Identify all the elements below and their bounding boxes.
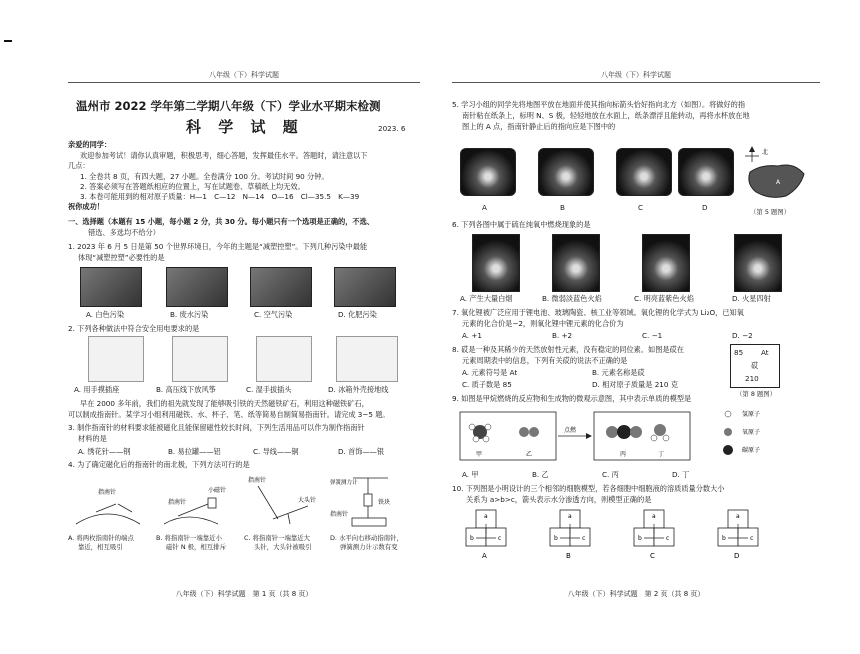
burning-photo-a bbox=[472, 234, 520, 292]
fridge-ground-sketch bbox=[336, 336, 398, 382]
child-socket-sketch bbox=[88, 336, 144, 382]
question-2: 2. 下列各种做法中符合安全用电要求的是 bbox=[68, 324, 200, 333]
exam-page-2 bbox=[452, 72, 820, 627]
q4-label: 弹簧测力计 bbox=[330, 480, 358, 486]
option-b: B. 废水污染 bbox=[170, 310, 209, 319]
element-box bbox=[730, 344, 780, 388]
question-3: 3. 制作指南针的材料要求能被磁化且能保留磁性较长时间，下列生活用品可以作为制作指南针 bbox=[68, 423, 365, 432]
option-a: A. +1 bbox=[462, 331, 482, 340]
option-a: A bbox=[482, 203, 487, 212]
cell-label-a: a bbox=[484, 513, 488, 520]
legend-hydrogen: 氢原子 bbox=[742, 411, 761, 418]
option-d: D bbox=[702, 203, 708, 212]
cell-label-c: c bbox=[498, 535, 502, 542]
option-d: D. 首饰——银 bbox=[338, 447, 385, 456]
option-b: B. 将指南针一端靠近小 bbox=[156, 534, 222, 542]
air-pollution-photo bbox=[250, 267, 312, 307]
note: 2. 答案必须写在答题纸相应的位置上，写在试题卷、草稿纸上均无效。 bbox=[80, 182, 305, 191]
question-1: 1. 2023 年 6 月 5 日是第 50 个世界环境日，今年的主题是“减塑控塑”。下列几种污染中最能 bbox=[68, 242, 368, 251]
question-10: 10. 下列图是小明设计的三个相邻的细胞模型，若各细胞中细胞液的溶质质量分数大小 bbox=[452, 484, 725, 493]
question-1-cont: 体现“减塑控塑”必要性的是 bbox=[78, 253, 165, 262]
option-d: D. 火星四射 bbox=[732, 294, 771, 303]
scan-mark bbox=[4, 40, 12, 42]
cell-label-a: a bbox=[736, 513, 740, 520]
option-b: B. 易拉罐——铝 bbox=[168, 447, 221, 456]
option-b-cont: 磁针 N 极，相互排斥 bbox=[166, 543, 226, 551]
page-header: 八年级（下）科学试题 bbox=[601, 71, 671, 79]
exam-title: 温州市 2022 学年第二学期八年级（下）学业水平期末检测 bbox=[76, 99, 381, 113]
burning-photo-d bbox=[734, 234, 782, 292]
option-c: C. 将指南针一端靠近大 bbox=[244, 534, 311, 542]
option-d-cont: 弹簧测力计示数有变 bbox=[340, 543, 398, 551]
figure-caption: （第 8 题图） bbox=[736, 390, 777, 398]
option-d: D. 丁 bbox=[672, 470, 690, 479]
north-label: 北 bbox=[762, 149, 769, 156]
cell-label-c: c bbox=[582, 535, 586, 542]
page-header: 八年级（下）科学试题 bbox=[209, 71, 279, 79]
question-7: 7. 氧化锂被广泛应用于锂电池、玻璃陶瓷、核工业等领域。氧化锂的化学式为 Li₂O，已知氧 bbox=[452, 308, 744, 317]
option-c: C. 丙 bbox=[602, 470, 619, 479]
q4-label: 指南针 bbox=[330, 511, 349, 518]
element-name: 砹 bbox=[751, 361, 759, 370]
option-b: B. 微弱淡蓝色火焰 bbox=[542, 294, 602, 303]
cell-label-c: c bbox=[750, 535, 754, 542]
option-a: A. 甲 bbox=[462, 470, 479, 479]
molecule-label: 甲 bbox=[476, 451, 483, 458]
good-luck: 祝你成功！ bbox=[68, 202, 104, 211]
q4-label: 小磁针 bbox=[208, 487, 227, 494]
legend-oxygen: 氧原子 bbox=[742, 429, 761, 436]
option-c: C. −1 bbox=[642, 331, 663, 340]
section-heading-cont: 错选、多选均不给分） bbox=[88, 228, 160, 237]
option-c: C. 质子数是 85 bbox=[462, 380, 512, 389]
cell-label-b: b bbox=[722, 535, 726, 542]
cell-label-c: c bbox=[666, 535, 670, 542]
cell-label-b: b bbox=[554, 535, 558, 542]
wet-hand-plug-sketch bbox=[256, 336, 312, 382]
cup-photo-d bbox=[678, 148, 734, 196]
burning-photo-c bbox=[642, 234, 690, 292]
intro-line: 几点： bbox=[68, 161, 90, 170]
q5-map bbox=[742, 144, 812, 204]
molecule-label: 乙 bbox=[526, 451, 533, 458]
option-d: D bbox=[734, 552, 740, 560]
passage: 早在 2000 多年前，我们的祖先就发现了能够吸引铁的天然磁铁矿石，利用这种磁铁矿石， bbox=[80, 399, 369, 408]
option-a-cont: 靠近，相互吸引 bbox=[78, 543, 123, 551]
exam-page-1 bbox=[68, 72, 420, 627]
cell-label-b: b bbox=[638, 535, 642, 542]
option-c: C bbox=[650, 552, 655, 560]
q4-label: 指南针 bbox=[168, 499, 187, 506]
option-b: B bbox=[566, 552, 571, 560]
header-rule bbox=[68, 82, 420, 83]
option-d: D. 化肥污染 bbox=[338, 310, 377, 319]
molecule-label: 丁 bbox=[658, 451, 665, 458]
fertilizer-photo bbox=[334, 267, 396, 307]
burning-photo-b bbox=[552, 234, 600, 292]
question-5-cont: 图上的 A 点，指南针静止后的指向应是下图中的 bbox=[462, 122, 616, 131]
greeting: 亲爱的同学： bbox=[68, 140, 112, 149]
atomic-mass: 210 bbox=[745, 374, 759, 383]
element-symbol: At bbox=[761, 348, 769, 357]
option-c: C. 湿手拔插头 bbox=[246, 385, 292, 394]
option-a: A. 产生大量白烟 bbox=[460, 294, 513, 303]
option-d: D. −2 bbox=[732, 331, 753, 340]
option-a: A. 白色污染 bbox=[86, 310, 125, 319]
option-a: A. 用手摸插座 bbox=[74, 385, 120, 394]
kite-powerline-sketch bbox=[172, 336, 228, 382]
question-5-cont: 南针粘在纸条上，标明 N、S 极，轻轻地放在水面上，纸条漂浮且能转动，再将水杯放在地 bbox=[462, 111, 750, 120]
white-pollution-photo bbox=[80, 267, 142, 307]
molecule-label: 丙 bbox=[620, 451, 627, 458]
cell-label-a: a bbox=[652, 513, 656, 520]
option-a: A. 绣花针——钢 bbox=[78, 447, 131, 456]
question-4: 4. 为了确定磁化后的指南针的南北极，下列方法可行的是 bbox=[68, 460, 250, 469]
cup-photo-c bbox=[616, 148, 672, 196]
option-a: A bbox=[482, 552, 487, 560]
cell-label-b: b bbox=[470, 535, 474, 542]
question-8: 8. 砹是一种及其稀少的天然放射性元素，没有稳定的同位素。如图是砹在 bbox=[452, 345, 684, 354]
option-b: B. 高压线下放风筝 bbox=[156, 385, 216, 394]
option-d: D. 冰箱外壳接地线 bbox=[328, 385, 389, 394]
question-6: 6. 下列各图中属于硫在纯氧中燃烧现象的是 bbox=[452, 220, 591, 229]
option-b: B bbox=[560, 203, 565, 212]
cell-label-a: a bbox=[568, 513, 572, 520]
exam-subtitle: 科 学 试 题 bbox=[186, 118, 304, 136]
q9-diagram bbox=[452, 406, 820, 468]
page-footer: 八年级（下）科学试题 第 1 页（共 8 页） bbox=[175, 590, 313, 598]
option-a: A. 元素符号是 At bbox=[462, 368, 518, 377]
q10-cell-models bbox=[452, 508, 820, 560]
q4-label: 铁块 bbox=[378, 499, 391, 506]
legend-carbon: 碳原子 bbox=[742, 447, 761, 454]
wastewater-photo bbox=[166, 267, 228, 307]
note: 1. 全卷共 8 页，有四大题，27 小题。全卷满分 100 分。考试时间 90 分钟。 bbox=[80, 172, 329, 181]
figure-caption: （第 5 题图） bbox=[750, 208, 791, 216]
passage: 可以制成指南针。某学习小组利用磁铁、水、杯子、笔、纸等简易自制简易指南针。请完成 3~5 题。 bbox=[68, 410, 390, 419]
atomic-number: 85 bbox=[734, 348, 744, 357]
cup-photo-a bbox=[460, 148, 516, 196]
option-c: C bbox=[638, 203, 644, 212]
intro-line: 欢迎参加考试！请你认真审题，积极思考，细心答题，发挥最佳水平。答题时，请注意以下 bbox=[80, 151, 368, 160]
option-b: B. +2 bbox=[552, 331, 573, 340]
header-rule bbox=[452, 82, 820, 83]
q4-diagrams bbox=[68, 474, 420, 532]
exam-date: 2023. 6 bbox=[378, 124, 406, 133]
reaction-condition: 点燃 bbox=[564, 427, 577, 434]
note: 3. 本卷可能用到的相对原子质量：H—1 C—12 N—14 O—16 Cl—35.5 K—39 bbox=[80, 192, 360, 201]
question-3-cont: 材料的是 bbox=[78, 434, 107, 443]
q4-label: 大头针 bbox=[298, 497, 317, 504]
option-c: C. 空气污染 bbox=[254, 310, 293, 319]
point-a-label: A bbox=[776, 179, 781, 186]
option-c: C. 导线——铜 bbox=[253, 447, 299, 456]
option-d: D. 相对原子质量是 210 克 bbox=[592, 380, 678, 389]
option-b: B. 元素名称是砹 bbox=[592, 368, 645, 377]
option-a: A. 将两枚指南针的端点 bbox=[68, 534, 134, 542]
question-9: 9. 如图是甲烷燃烧的反应物和生成物的微观示意图，其中表示单质的模型是 bbox=[452, 394, 692, 403]
question-5: 5. 学习小组的同学先将地图平放在地面并使其指向标箭头恰好指向北方（如图）。将做好的指 bbox=[452, 100, 746, 109]
option-b: B. 乙 bbox=[532, 470, 549, 479]
q4-label: 指南针 bbox=[98, 489, 117, 496]
question-10-cont: 关系为 a>b>c，箭头表示水分渗透方向，则模型正确的是 bbox=[466, 495, 652, 504]
option-c-cont: 头针，大头针被吸引 bbox=[254, 543, 312, 551]
q4-label: 指南针 bbox=[248, 477, 267, 484]
option-d: D. 水平向右移动指南针， bbox=[330, 534, 403, 542]
option-c: C. 明亮蓝紫色火焰 bbox=[634, 294, 694, 303]
page-footer: 八年级（下）科学试题 第 2 页（共 8 页） bbox=[567, 590, 705, 598]
section-heading: 一、选择题（本题有 15 小题，每小题 2 分，共 30 分。每小题只有一个选项是正确的，不选、 bbox=[68, 217, 374, 226]
question-7-cont: 元素的化合价是−2，则氧化锂中锂元素的化合价为 bbox=[462, 319, 624, 328]
cup-photo-b bbox=[538, 148, 594, 196]
question-8-cont: 元素周期表中的信息，下列有关砹的说法不正确的是 bbox=[462, 356, 628, 365]
